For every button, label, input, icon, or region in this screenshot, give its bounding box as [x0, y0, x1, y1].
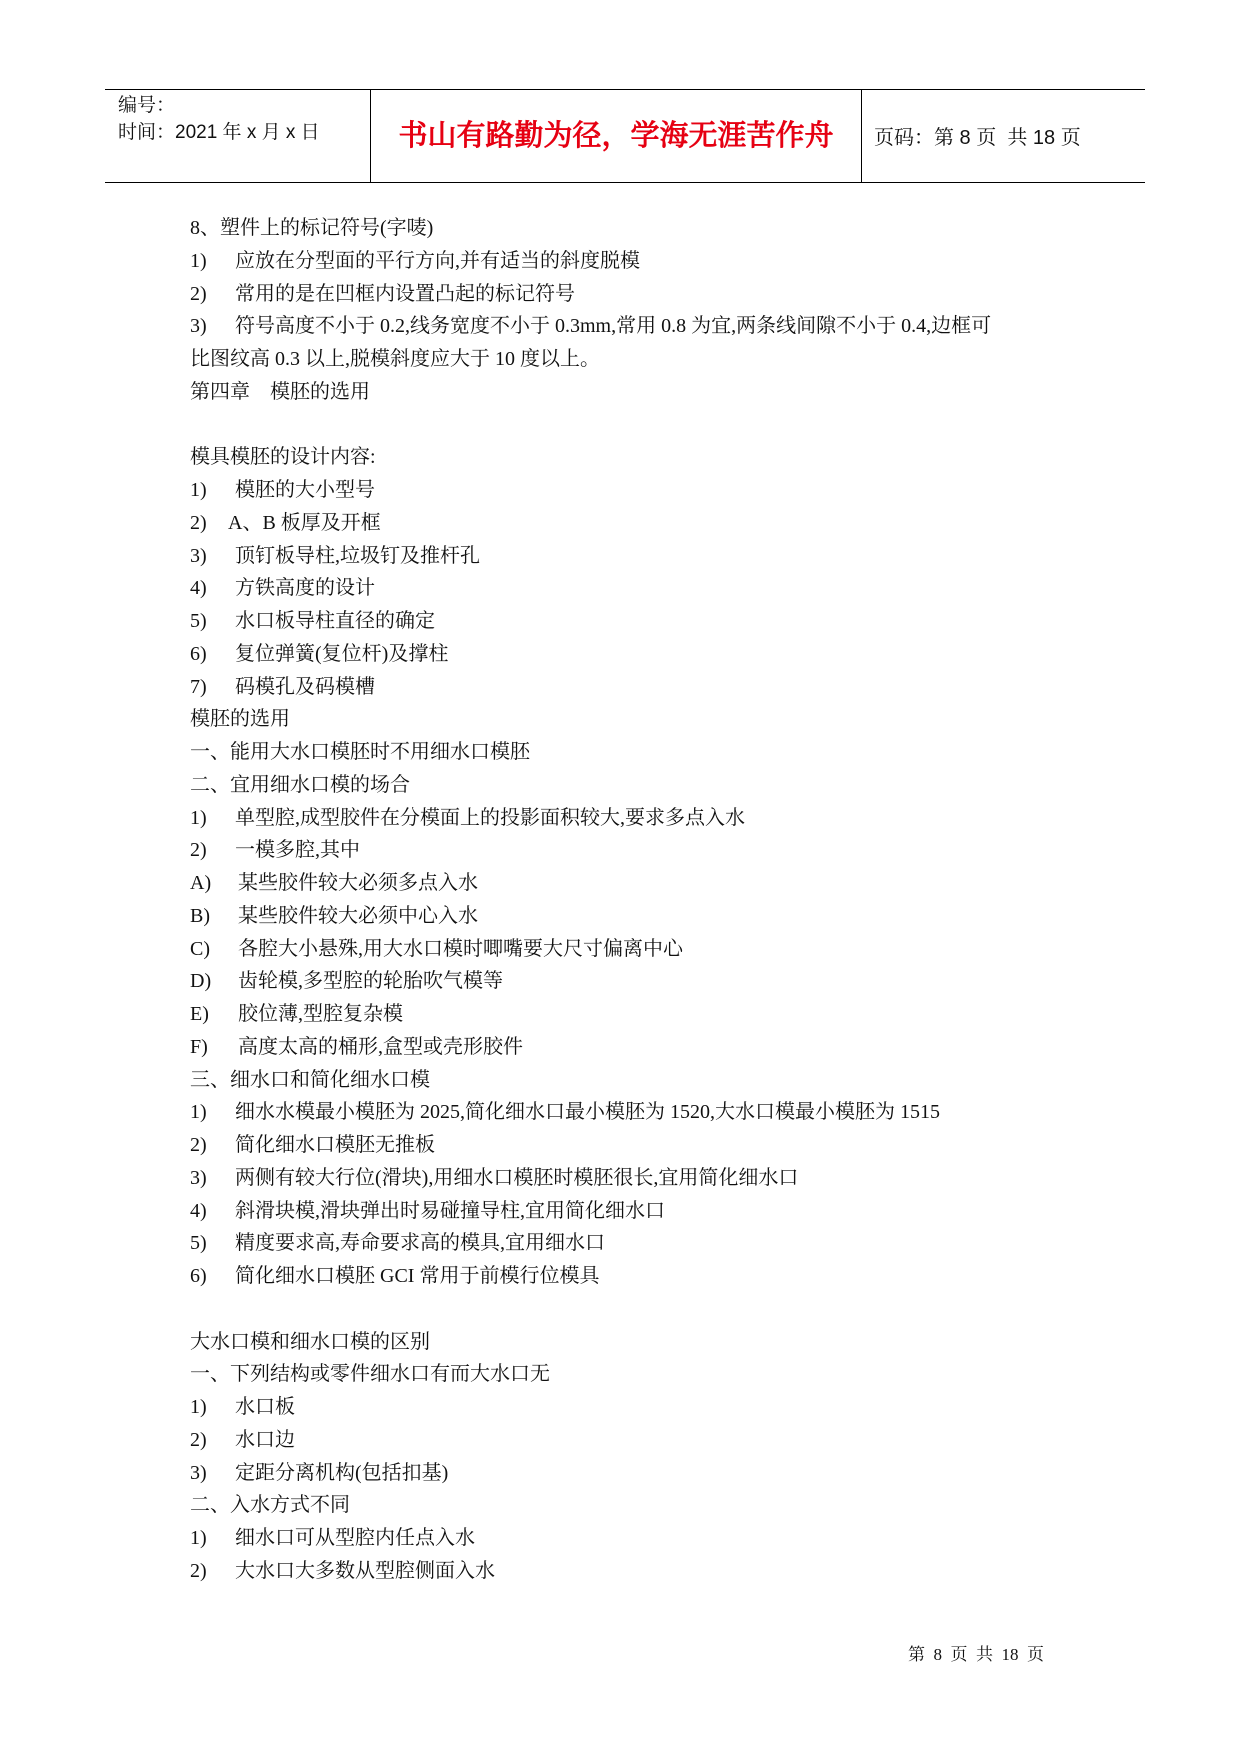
list-item	[190, 507, 1150, 540]
item-text: 胶位薄,型腔复杂模	[238, 1003, 403, 1025]
item-label: 6)	[190, 1265, 207, 1287]
rule-heading: 一、下列结构或零件细水口有而大水口无	[190, 1363, 550, 1386]
list-item	[190, 1522, 1150, 1555]
item-text: 简化细水口模胚无推板	[235, 1134, 435, 1156]
item-label: 1)	[190, 806, 207, 829]
item-text: 细水水模最小模胚为 2025,简化细水口最小模胚为 1520,大水口模最小模胚为 1515	[235, 1101, 940, 1124]
item-label: 1)	[190, 1396, 207, 1418]
list-item	[190, 1457, 1150, 1490]
page-footer-number: 第 8 页 共 18 页	[908, 1645, 1044, 1664]
list-item	[190, 1555, 1150, 1588]
item-text: A、B 板厚及开框	[228, 511, 381, 534]
list-item	[190, 245, 1150, 278]
item-text: 单型腔,成型胶件在分模面上的投影面积较大,要求多点入水	[235, 806, 745, 829]
item-text: 模胚的大小型号	[235, 479, 375, 501]
item-text: 高度太高的桶形,盒型或壳形胶件	[238, 1035, 523, 1058]
list-item	[190, 1227, 1150, 1260]
rule-heading: 三、细水口和简化细水口模	[190, 1068, 430, 1091]
page-header	[105, 89, 1145, 183]
list-item	[190, 310, 1150, 343]
item-text: 定距分离机构(包括扣基)	[235, 1461, 449, 1484]
item-label: 1)	[190, 1101, 207, 1124]
list-item	[190, 1096, 1150, 1129]
section-heading: 模胚的选用	[190, 708, 290, 731]
list-item	[190, 834, 1150, 867]
item-label: F)	[190, 1035, 208, 1058]
paragraph-continuation: 比图纹高 0.3 以上,脱模斜度应大于 10 度以上。	[190, 348, 600, 370]
chapter-title: 第四章 模胚的选用	[190, 380, 370, 403]
document-body	[190, 212, 1150, 1588]
list-item	[190, 278, 1150, 311]
item-text: 方铁高度的设计	[235, 577, 375, 600]
item-label: D)	[190, 970, 212, 993]
spacer	[190, 409, 1150, 442]
list-item	[190, 474, 1150, 507]
item-text: 各腔大小悬殊,用大水口模时唧嘴要大尺寸偏离中心	[238, 937, 683, 960]
item-text: 应放在分型面的平行方向,并有适当的斜度脱模	[235, 249, 640, 272]
item-label: 2)	[190, 282, 207, 305]
header-page-info: 页码：第 8 页 共 18 页	[874, 127, 1081, 149]
section-heading: 8、塑件上的标记符号(字唛)	[190, 217, 434, 239]
item-text: 精度要求高,寿命要求高的模具,宜用细水口	[235, 1232, 605, 1255]
item-label: 4)	[190, 1199, 207, 1222]
item-text: 大水口大多数从型腔侧面入水	[235, 1559, 495, 1582]
sub-list-item	[190, 965, 1150, 998]
item-label: 3)	[190, 1461, 207, 1484]
spacer	[190, 1293, 1150, 1326]
item-label: C)	[190, 937, 210, 960]
item-text: 码模孔及码模槽	[235, 675, 375, 698]
item-text: 斜滑块模,滑块弹出时易碰撞导柱,宜用简化细水口	[235, 1199, 665, 1222]
list-item	[190, 638, 1150, 671]
item-text: 细水口可从型腔内任点入水	[235, 1527, 475, 1549]
list-item	[190, 605, 1150, 638]
rule-heading: 一、能用大水口模胚时不用细水口模胚	[190, 741, 530, 763]
list-item	[190, 671, 1150, 704]
item-label: 2)	[190, 1134, 207, 1156]
item-label: 4)	[190, 577, 207, 600]
sub-list-item	[190, 998, 1150, 1031]
item-text: 一模多腔,其中	[235, 839, 360, 862]
document-time-label: 时间：2021 年 x 月 x 日	[118, 122, 320, 143]
list-item	[190, 1162, 1150, 1195]
item-text: 复位弹簧(复位杆)及撑柱	[235, 642, 449, 665]
sub-list-item	[190, 867, 1150, 900]
sub-list-item	[190, 900, 1150, 933]
section-heading: 模具模胚的设计内容:	[190, 446, 376, 469]
item-text: 水口板导柱直径的确定	[235, 610, 435, 632]
item-label: 5)	[190, 610, 207, 632]
item-label: E)	[190, 1003, 209, 1025]
list-item	[190, 1391, 1150, 1424]
list-item	[190, 572, 1150, 605]
item-text: 顶钉板导柱,垃圾钉及推杆孔	[235, 544, 480, 567]
list-item	[190, 540, 1150, 573]
item-label: 2)	[190, 511, 207, 534]
item-text: 齿轮模,多型腔的轮胎吹气模等	[238, 970, 503, 993]
item-label: 1)	[190, 479, 207, 501]
item-label: 2)	[190, 1428, 207, 1451]
rule-heading: 二、入水方式不同	[190, 1494, 350, 1517]
document-number-label: 编号：	[118, 95, 176, 116]
header-divider	[861, 90, 862, 182]
item-label: 1)	[190, 249, 207, 272]
item-label: 2)	[190, 1559, 207, 1582]
item-label: 2)	[190, 839, 207, 862]
item-text: 水口边	[235, 1428, 295, 1451]
item-text: 两侧有较大行位(滑块),用细水口模胚时模胚很长,宜用简化细水口	[235, 1166, 799, 1189]
list-item	[190, 1424, 1150, 1457]
section-heading: 大水口模和细水口模的区别	[190, 1330, 430, 1353]
item-text: 简化细水口模胚 GCI 常用于前模行位模具	[235, 1265, 600, 1287]
item-text: 符号高度不小于 0.2,线务宽度不小于 0.3mm,常用 0.8 为宜,两条线间隙不小于 0.4,边框可	[235, 315, 992, 338]
list-item	[190, 1129, 1150, 1162]
item-label: 3)	[190, 315, 207, 338]
list-item	[190, 802, 1150, 835]
item-label: 1)	[190, 1527, 207, 1549]
item-label: 3)	[190, 1166, 207, 1189]
rule-heading: 二、宜用细水口模的场合	[190, 773, 410, 796]
sub-list-item	[190, 933, 1150, 966]
list-item	[190, 1260, 1150, 1293]
item-text: 某些胶件较大必须中心入水	[238, 904, 478, 927]
item-label: 3)	[190, 544, 207, 567]
item-text: 某些胶件较大必须多点入水	[238, 872, 478, 894]
item-text: 常用的是在凹框内设置凸起的标记符号	[235, 282, 575, 305]
item-label: 5)	[190, 1232, 207, 1255]
item-label: A)	[190, 872, 212, 894]
item-text: 水口板	[235, 1396, 295, 1418]
list-item	[190, 1195, 1150, 1228]
item-label: 6)	[190, 642, 207, 665]
item-label: 7)	[190, 675, 207, 698]
header-motto: 书山有路勤为径，学海无涯苦作舟	[398, 120, 834, 152]
item-label: B)	[190, 904, 210, 927]
sub-list-item	[190, 1031, 1150, 1064]
